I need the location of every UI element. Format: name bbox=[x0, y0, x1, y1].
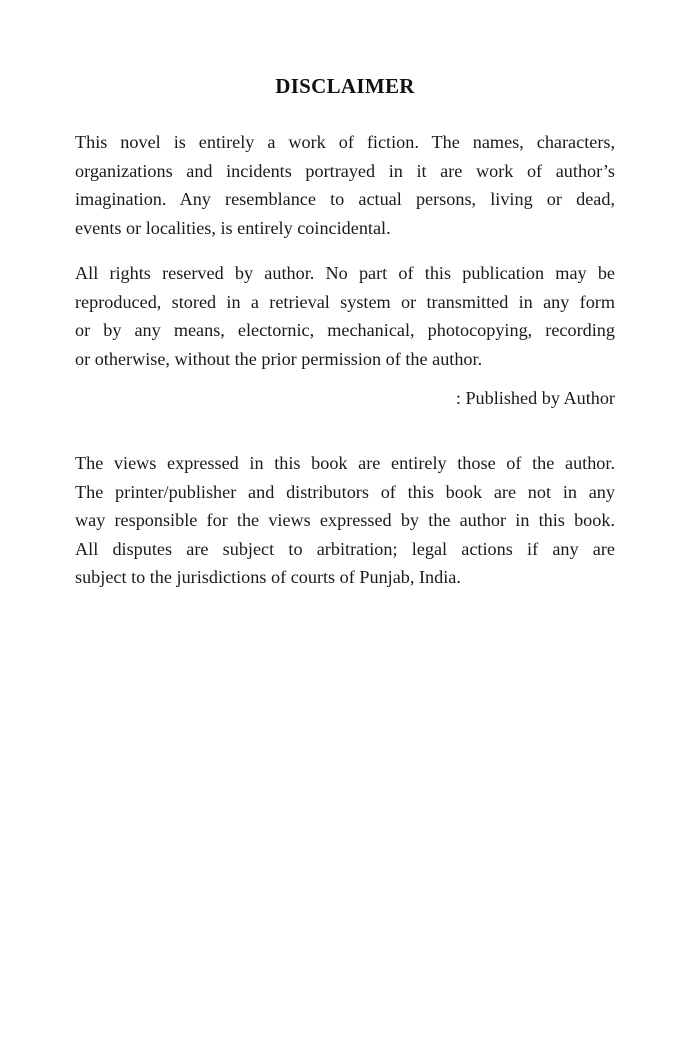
text-line: imagination. Any resemblance to actual persons, living or dead, bbox=[75, 189, 615, 210]
text-line: organizations and incidents portrayed in it are work of author’s bbox=[75, 160, 615, 181]
text-line: way responsible for the views expressed by the author in this book. bbox=[75, 510, 615, 531]
page-title: DISCLAIMER bbox=[275, 74, 415, 98]
text-line: or by any means, electornic, mechanical, photocopying, recording bbox=[75, 320, 615, 341]
text-line: All disputes are subject to arbitration; legal actions if any are bbox=[75, 538, 615, 559]
text-line: or otherwise, without the prior permission of the author. bbox=[75, 348, 483, 369]
rights-paragraph bbox=[75, 259, 615, 373]
fiction-paragraph bbox=[75, 128, 615, 242]
text-line: reproduced, stored in a retrieval system or transmitted in any form bbox=[75, 291, 615, 312]
text-line: The views expressed in this book are entirely those of the author. bbox=[75, 453, 615, 473]
text-line: The printer/publisher and distributors of this book are not in any bbox=[75, 481, 615, 502]
text-line: events or localities, is entirely coincidental. bbox=[75, 217, 391, 238]
text-line: All rights reserved by author. No part of this publication may be bbox=[75, 263, 615, 283]
views-paragraph bbox=[75, 449, 615, 592]
text-line: This novel is entirely a work of fiction. The names, characters, bbox=[75, 132, 615, 152]
text-line: subject to the jurisdictions of courts of Punjab, India. bbox=[75, 567, 461, 588]
publisher-note: : Published by Author bbox=[455, 388, 615, 408]
